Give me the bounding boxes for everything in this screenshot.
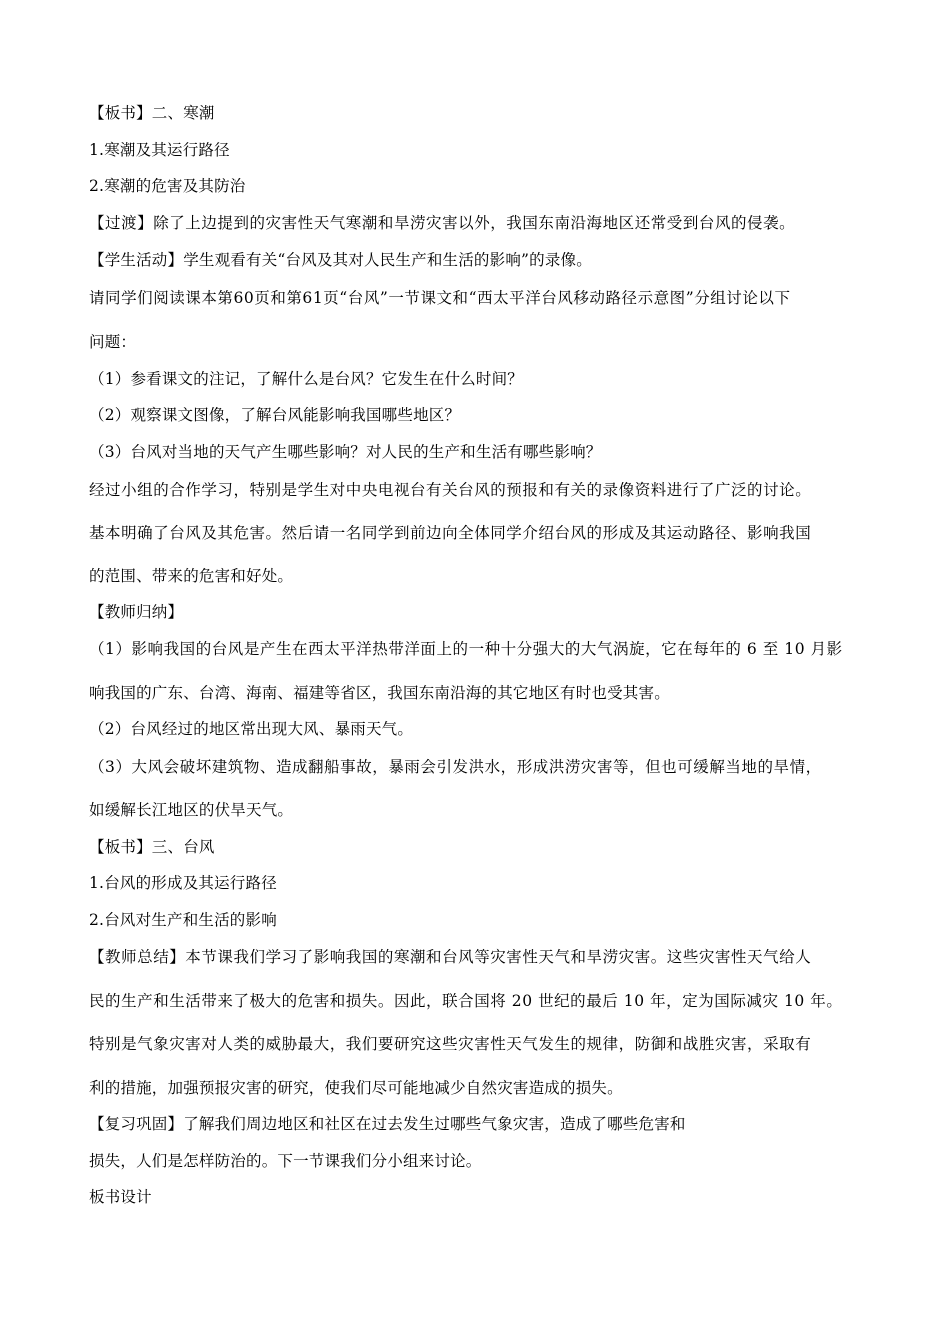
- review-line-2: 损失，人们是怎样防治的。下一节课我们分小组来讨论。: [89, 1152, 482, 1170]
- transition-paragraph: 【过渡】除了上边提到的灾害性天气寒潮和旱涝灾害以外，我国东南沿海地区还常受到台风的侵袭。: [89, 214, 796, 232]
- board-item-2: 2.寒潮的危害及其防治: [89, 177, 246, 195]
- board-typhoon-item-1: 1.台风的形成及其运行路径: [89, 874, 277, 892]
- student-activity-paragraph: 【学生活动】学生观看有关“台风及其对人民生产和生活的影响”的录像。: [89, 251, 592, 269]
- summary-point-3-line-2: 如缓解长江地区的伏旱天气。: [89, 801, 294, 819]
- question-3: （3）台风对当地的天气产生哪些影响？对人民的生产和生活有哪些影响？: [89, 443, 602, 461]
- teacher-conclusion-line-3: 特别是气象灾害对人类的威胁最大，我们要研究这些灾害性天气发生的规律，防御和战胜灾害，采取有: [89, 1035, 812, 1053]
- summary-point-1-line-2: 响我国的广东、台湾、海南、福建等省区，我国东南沿海的其它地区有时也受其害。: [89, 684, 670, 702]
- review-line-1: 【复习巩固】了解我们周边地区和社区在过去发生过哪些气象灾害，造成了哪些危害和: [89, 1115, 686, 1133]
- discussion-paragraph-line-3: 的范围、带来的危害和好处。: [89, 567, 294, 585]
- teacher-conclusion-line-1: 【教师总结】本节课我们学习了影响我国的寒潮和台风等灾害性天气和旱涝灾害。这些灾害性天气给人: [89, 948, 812, 966]
- discussion-paragraph-line-1: 经过小组的合作学习，特别是学生对中央电视台有关台风的预报和有关的录像资料进行了广泛的讨论。: [89, 481, 812, 499]
- teacher-conclusion-line-2: 民的生产和生活带来了极大的危害和损失。因此，联合国将 20 世纪的最后 10 年，定为国际减灾 10 年。: [89, 992, 843, 1010]
- reading-instruction-line-1: 请同学们阅读课本第60页和第61页“台风”一节课文和“西太平洋台风移动路径示意图”分组讨论以下: [89, 289, 791, 307]
- board-item-1: 1.寒潮及其运行路径: [89, 141, 230, 159]
- summary-point-1-line-1: （1）影响我国的台风是产生在西太平洋热带洋面上的一种十分强大的大气涡旋，它在每年的 6 至 10 月影: [89, 640, 843, 658]
- discussion-paragraph-line-2: 基本明确了台风及其危害。然后请一名同学到前边向全体同学介绍台风的形成及其运动路径、影响我国: [89, 524, 812, 542]
- summary-point-3-line-1: （3）大风会破坏建筑物、造成翻船事故，暴雨会引发洪水，形成洪涝灾害等，但也可缓解当地的旱情，: [89, 758, 822, 776]
- board-heading-cold-wave: 【板书】二、寒潮: [89, 104, 215, 122]
- summary-point-2: （2）台风经过的地区常出现大风、暴雨天气。: [89, 720, 414, 738]
- board-design-heading: 板书设计: [89, 1188, 152, 1206]
- reading-instruction-line-2: 问题：: [89, 333, 137, 351]
- question-1: （1）参看课文的注记，了解什么是台风？它发生在什么时间？: [89, 370, 523, 388]
- question-2: （2）观察课文图像，了解台风能影响我国哪些地区？: [89, 406, 461, 424]
- board-typhoon-item-2: 2.台风对生产和生活的影响: [89, 911, 277, 929]
- board-heading-typhoon: 【板书】三、台风: [89, 838, 215, 856]
- teacher-summary-heading: 【教师归纳】: [89, 603, 184, 621]
- teacher-conclusion-line-4: 利的措施，加强预报灾害的研究，使我们尽可能地减少自然灾害造成的损失。: [89, 1079, 623, 1097]
